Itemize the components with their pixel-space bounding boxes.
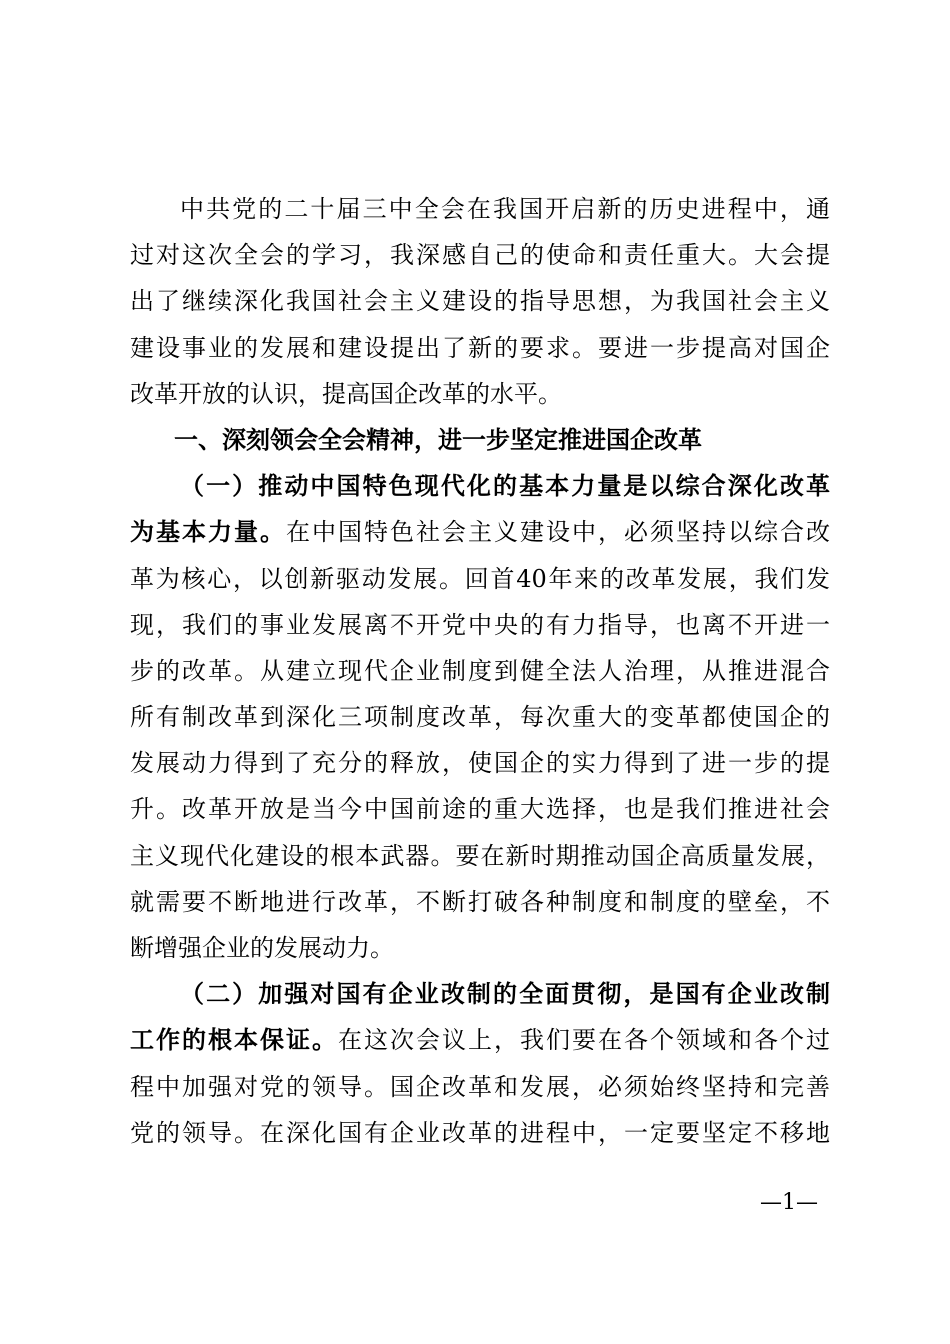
section-2-line-3: 程中加强对党的领导。国企改革和发展，必须始终坚持和完善 (130, 1072, 830, 1101)
section-1-title-line-1: （一）推动中国特色现代化的基本力量是以综合深化改革 (180, 471, 830, 501)
section-1-line-11: 断增强企业的发展动力。 (130, 934, 394, 962)
section-1-line-3: 革为核心，以创新驱动发展。回首40年来的改革发展，我们发 (130, 564, 830, 593)
section-1-line-5: 步的改革。从建立现代企业制度到健全法人治理，从推进混合 (130, 656, 830, 685)
intro-line-5: 改革开放的认识，提高国企改革的水平。 (130, 379, 562, 408)
intro-line-2: 过对这次全会的学习，我深感自己的使命和责任重大。大会提 (130, 241, 830, 270)
section-1-line-7: 发展动力得到了充分的释放，使国企的实力得到了进一步的提 (130, 749, 830, 778)
section-1-line-4: 现，我们的事业发展离不开党中央的有力指导，也离不开进一 (130, 610, 830, 639)
section-1-line-9: 主义现代化建设的根本武器。要在新时期推动国企高质量发展， (130, 841, 830, 870)
section-1-line-10: 就需要不断地进行改革，不断打破各种制度和制度的壁垒，不 (130, 887, 830, 916)
section-1-title-line-2: 为基本力量。 (130, 517, 286, 547)
document-body (130, 186, 830, 1156)
intro-line-1: 中共党的二十届三中全会在我国开启新的历史进程中，通 (180, 195, 830, 223)
section-2-title-line-2: 工作的根本保证。 (130, 1025, 338, 1055)
section-heading-1: 一、深刻领会全会精神，进一步坚定推进国企改革 (174, 425, 702, 454)
intro-line-3: 出了继续深化我国社会主义建设的指导思想，为我国社会主义 (130, 287, 830, 316)
section-1-line-2-text: 在中国特色社会主义建设中，必须坚持以综合改 (286, 518, 830, 547)
intro-line-4: 建设事业的发展和建设提出了新的要求。要进一步提高对国企 (130, 333, 830, 362)
section-2-title-line-1: （二）加强对国有企业改制的全面贯彻，是国有企业改制 (180, 979, 830, 1009)
section-1-line-6: 所有制改革到深化三项制度改革，每次重大的变革都使国企的 (130, 703, 830, 732)
page-number: —1— (760, 1190, 818, 1215)
section-1-line-8: 升。改革开放是当今中国前途的重大选择，也是我们推进社会 (130, 795, 830, 824)
section-1-line-2 (130, 509, 830, 555)
section-2-line-2 (130, 1017, 830, 1063)
section-2-line-4: 党的领导。在深化国有企业改革的进程中，一定要坚定不移地 (130, 1118, 830, 1147)
section-2-line-2-text: 在这次会议上，我们要在各个领域和各个过 (338, 1026, 830, 1055)
